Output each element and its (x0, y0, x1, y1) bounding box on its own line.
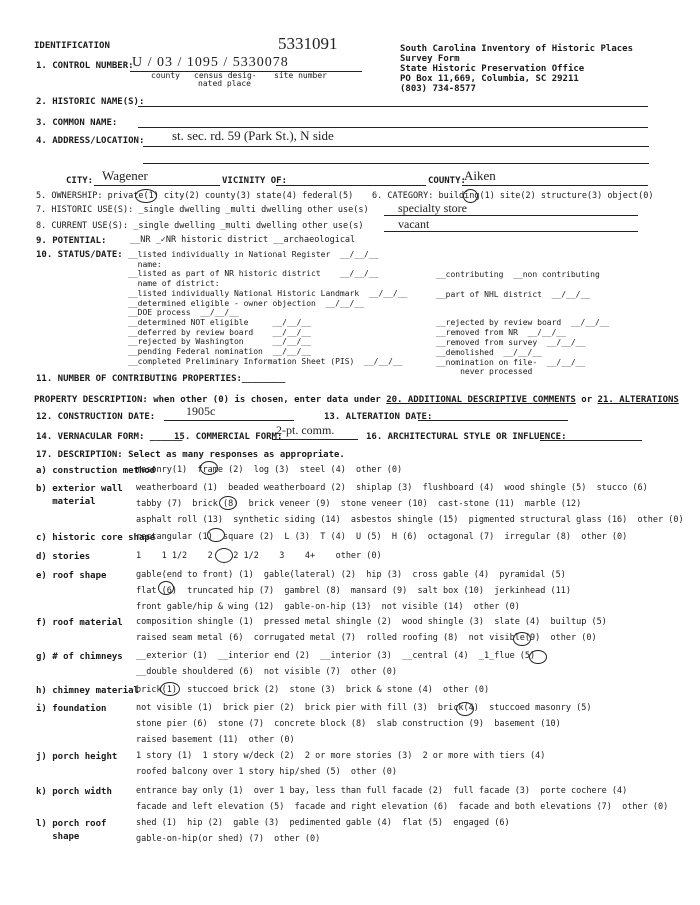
description-option-line: gable(end to front) (1) gable(lateral) (2) hip (3) cross gable (4) pyramidal (5) (136, 570, 566, 580)
construction-date-value: 1905c (186, 404, 216, 418)
description-option-line: flat (6) truncated hip (7) gambrel (8) mansard (9) salt box (10) jerkinhead (11) (136, 586, 571, 597)
city-label: CITY: (66, 176, 94, 186)
description-row-label-cont: shape (36, 832, 80, 842)
status-right-item: __contributing __non contributing (436, 270, 600, 279)
chimney-brick-circle (160, 682, 180, 696)
stories-two-circle (215, 548, 233, 563)
property-description-20: 20. ADDITIONAL DESCRIPTIVE COMMENTS (386, 395, 576, 405)
description-option-line: asphalt roll (13) synthetic siding (14) asbestos shingle (15) pigmented structural glass (16) other (0) (136, 515, 684, 526)
ownership-private-circle (135, 189, 157, 203)
status-left-item: __listed individually National Historic Landmark __/__/__ (128, 288, 408, 298)
status-right-item: __nomination on file- __/__/__ (436, 358, 586, 367)
description-option-line: entrance bay only (1) over 1 bay, less than full facade (2) full facade (3) porte cochere (4) (136, 786, 628, 796)
description-row-label: f) roof material (36, 618, 123, 628)
roof-flat-circle (158, 581, 174, 595)
status-left-item: __listed as part of NR historic district __/__/__ (128, 269, 379, 279)
wall-brick-circle (219, 496, 237, 510)
status-label: 10. STATUS/DATE: (36, 250, 123, 260)
description-option-line: weatherboard (1) beaded weatherboard (2) shiplap (3) flushboard (4) wood shingle (5) stucco (6) (136, 483, 648, 493)
chimneys-flue-circle (529, 650, 547, 664)
description-option-line: roofed balcony over 1 story hip/shed (5) other (0) (136, 767, 397, 778)
property-description-or: or (581, 395, 593, 405)
description-row-label: j) porch height (36, 752, 118, 762)
category-options: 6. CATEGORY: building(1) site(2) structure(3) object(0) (372, 191, 654, 201)
address-label: 4. ADDRESS/LOCATION: (36, 136, 145, 146)
status-left-item: __DOE process __/__/__ (128, 308, 239, 318)
property-description-text: PROPERTY DESCRIPTION: when other (0) is chosen, enter data under (34, 395, 381, 405)
status-left-item: __determined eligible - owner objection __/__/__ (128, 298, 365, 308)
status-right-item: __demolished __/__/__ (436, 348, 542, 357)
agency-line3: State Historic Preservation Office (400, 64, 585, 74)
historic-names-label: 2. HISTORIC NAME(S): (36, 97, 145, 107)
county-value: Aiken (464, 168, 496, 183)
description-option-line: masonry(1) frame (2) log (3) steel (4) other (0) (136, 465, 403, 475)
description-row-label: l) porch roof (36, 819, 107, 829)
description-option-line: not visible (1) brick pier (2) brick pier with fill (3) brick(4) stuccoed masonry (5) (136, 703, 592, 713)
ownership-options: 5. OWNERSHIP: private(1) city(2) county(3) state(4) federal(5) (36, 191, 354, 201)
description-option-line: front gable/hip & wing (12) gable-on-hip (13) not visible (14) other (0) (136, 602, 520, 613)
description-row-label: h) chimney material (36, 686, 139, 696)
current-uses-value: vacant (398, 217, 430, 231)
agency-line5: (803) 734-8577 (400, 84, 476, 94)
description-row-label: e) roof shape (36, 571, 107, 581)
control-number-label: 1. CONTROL NUMBER: (36, 61, 134, 71)
status-right-item: __rejected by review board __/__/__ (436, 318, 610, 327)
potential-options: __NR _✓NR historic district __archaeological (130, 235, 356, 245)
historic-uses-options: 7. HISTORIC USE(S): _single dwelling _multi dwelling other use(s) (36, 205, 369, 215)
description-option-line: stone pier (6) stone (7) concrete block (8) slab construction (9) basement (10) (136, 719, 561, 730)
description-label: 17. DESCRIPTION: Select as many responses as appropriate. (36, 450, 345, 460)
control-number-value: U / 03 / 1095 / 5330078 (132, 55, 289, 70)
control-site-caption: site number (274, 71, 327, 80)
address-value: st. sec. rd. 59 (Park St.), N side (172, 128, 334, 143)
common-name-label: 3. COMMON NAME: (36, 118, 118, 128)
identification-heading: IDENTIFICATION (34, 41, 110, 51)
commercial-form-value: 2-pt. comm. (276, 423, 335, 437)
status-left-item: __pending Federal nomination __/__/__ (128, 347, 312, 356)
status-left-item: name of district: (128, 279, 220, 289)
city-value: Wagener (102, 168, 148, 183)
control-census-caption2: nated place (198, 79, 251, 88)
description-option-line: raised seam metal (6) corrugated metal (7) rolled roofing (8) not visible(9) other (0) (136, 633, 597, 644)
description-option-line: gable-on-hip(or shed) (7) other (0) (136, 834, 321, 845)
status-left-item: __rejected by Washington __/__/__ (128, 337, 312, 347)
description-row-label: c) historic core shape (36, 533, 156, 543)
description-row-label-cont: material (36, 497, 96, 507)
description-row-label: k) porch width (36, 787, 112, 797)
status-left-item: name: (128, 259, 162, 269)
description-option-line: __exterior (1) __interior end (2) __interior (3) __central (4) _1_flue (5) (136, 651, 536, 661)
description-option-line: composition shingle (1) pressed metal shingle (2) wood shingle (3) slate (4) builtup (5) (136, 617, 607, 627)
description-option-line: tabby (7) brick (8) brick veneer (9) stone veneer (10) cast-stone (11) marble (12) (136, 499, 582, 510)
potential-label: 9. POTENTIAL: (36, 236, 107, 246)
agency-line1: South Carolina Inventory of Historic Places (400, 44, 633, 54)
property-description-note (34, 395, 679, 405)
description-option-line: raised basement (11) other (0) (136, 735, 295, 746)
agency-line2: Survey Form (400, 54, 460, 64)
vernacular-form-label: 14. VERNACULAR FORM: ______ (36, 432, 183, 442)
current-uses-options: 8. CURRENT USE(S): _single dwelling _multi dwelling other use(s) (36, 221, 364, 231)
description-option-line: __double shouldered (6) not visible (7) other (0) (136, 667, 397, 678)
vicinity-label: VICINITY OF: (222, 176, 288, 186)
agency-line4: PO Box 11,669, Columbia, SC 29211 (400, 74, 579, 84)
status-right-item: never processed (436, 367, 533, 376)
construction-date-label: 12. CONSTRUCTION DATE: (36, 412, 156, 422)
description-option-line: rectangular (1) square (2) L (3) T (4) U (5) H (6) octagonal (7) irregular (8) other (0) (136, 532, 628, 542)
description-row-label: a) construction method (36, 466, 156, 476)
status-right-item: __part of NHL district __/__/__ (436, 290, 591, 299)
contributing-properties: 11. NUMBER OF CONTRIBUTING PROPERTIES:________ (36, 374, 286, 384)
status-right-item: __removed from survey __/__/__ (436, 338, 586, 347)
status-right-item: __removed from NR __/__/__ (436, 328, 567, 337)
status-left-item: __determined NOT eligible __/__/__ (128, 317, 312, 327)
status-left-item: __listed individually in National Register __/__/__ (128, 250, 379, 259)
roof-material-not-visible-circle (513, 632, 531, 646)
control-census-caption: census desig- (194, 71, 257, 80)
control-county-caption: county (151, 71, 180, 80)
description-option-line: 1 story (1) 1 story w/deck (2) 2 or more stories (3) 2 or more with tiers (4) (136, 751, 546, 761)
foundation-brick-circle (456, 702, 474, 716)
property-description-21: 21. ALTERATIONS (597, 395, 679, 405)
status-left-item: __completed Preliminary Information Sheet (PIS) __/__/__ (128, 356, 403, 366)
status-left-item: __deferred by review board __/__/__ (128, 327, 312, 337)
alteration-date-label: 13. ALTERATION DATE: (324, 412, 433, 422)
description-option-line: facade and left elevation (5) facade and right elevation (6) facade and both elevations (7) other (0) (136, 802, 669, 813)
core-rectangular-circle (207, 528, 225, 542)
architectural-style-label: 16. ARCHITECTURAL STYLE OR INFLUENCE: (366, 432, 567, 442)
construction-masonry-circle (200, 461, 218, 475)
description-option-line: 1 1 1/2 2 2 1/2 3 4+ other (0) (136, 551, 382, 561)
description-row-label: i) foundation (36, 704, 107, 714)
historic-uses-value: specialty store (398, 201, 467, 215)
description-row-label: g) # of chimneys (36, 652, 123, 662)
description-row-label: d) stories (36, 552, 91, 562)
commercial-form-label: 15. COMMERCIAL FORM: (174, 432, 283, 442)
county-label: COUNTY: (428, 176, 466, 186)
description-row-label: b) exterior wall (36, 484, 123, 494)
handwritten-number: 5331091 (278, 34, 338, 53)
description-option-line: shed (1) hip (2) gable (3) pedimented gable (4) flat (5) engaged (6) (136, 818, 510, 828)
description-option-line: brick(1) stuccoed brick (2) stone (3) brick & stone (4) other (0) (136, 685, 490, 695)
